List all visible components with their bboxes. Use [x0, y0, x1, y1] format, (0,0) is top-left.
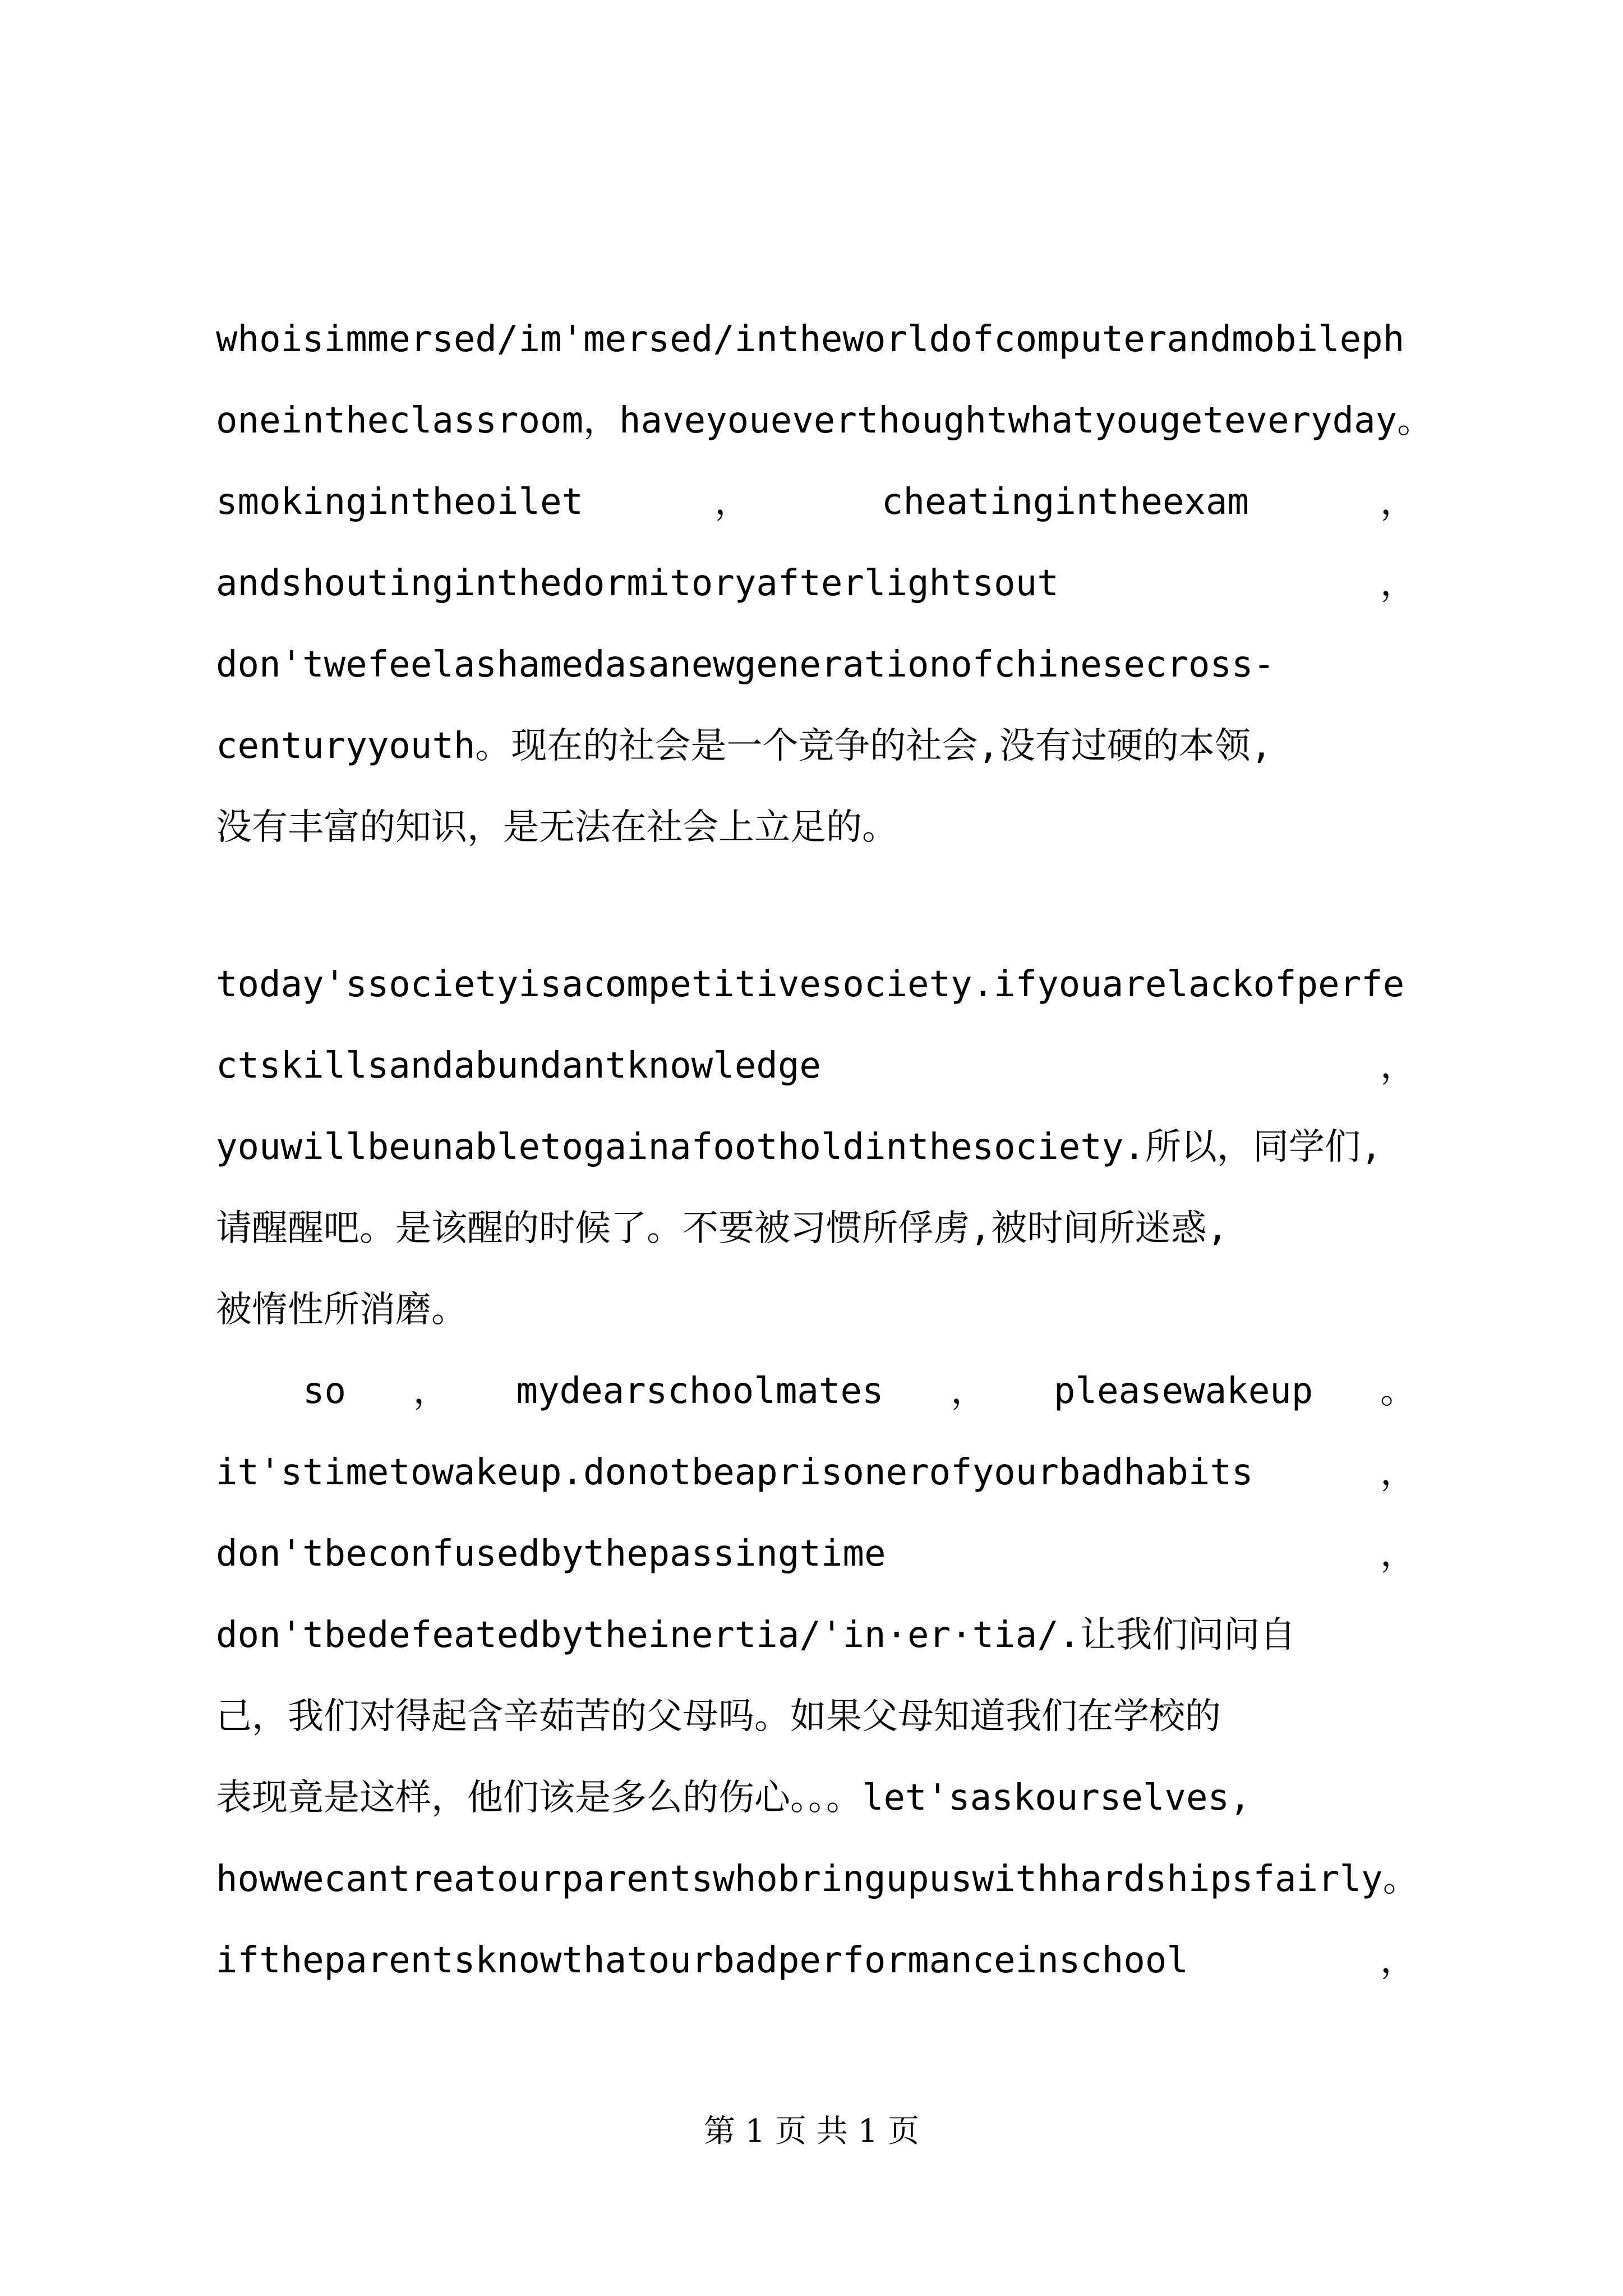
- punctuation: ，: [1380, 1045, 1416, 1087]
- text-line: [216, 1032, 1416, 1099]
- text-line: [216, 1927, 1416, 1994]
- text-line: 己，我们对得起含辛茹苦的父母吗。如果父母知道我们在学校的: [216, 1696, 1221, 1737]
- text-line: [303, 1358, 1416, 1425]
- text-line: 被惰性所消磨。: [216, 1289, 467, 1331]
- text-line: oneintheclassroom，haveyoueverthoughtwhatyougeteveryday。: [216, 400, 1433, 441]
- text-line: 请醒醒吧。是该醒的时候了。不要被习惯所俘虏,被时间所迷惑,: [216, 1208, 1229, 1249]
- text-segment: it'stimetowakeup.donotbeaprisonerofyourbadhabits: [216, 1452, 1253, 1493]
- punctuation: ，: [413, 1370, 449, 1412]
- text-line: whoisimmersed/im'mersed/intheworldofcomputerandmobileph: [216, 319, 1405, 360]
- text-line: youwillbeunabletogainafootholdinthesociety.所以，同学们,: [216, 1126, 1382, 1168]
- text-line: today'ssocietyisacompetitivesociety.ifyouarelackofperfe: [216, 964, 1405, 1005]
- text-line: centuryyouth。现在的社会是一个竞争的社会,没有过硬的本领,: [216, 725, 1272, 767]
- punctuation: ，: [1380, 1452, 1416, 1493]
- text-line: don'tbedefeatedbytheinertia/'in·er·tia/.让我们问问自: [216, 1614, 1296, 1656]
- text-segment: don'tbeconfusedbythepassingtime: [216, 1533, 886, 1575]
- punctuation: ，: [1380, 1533, 1416, 1575]
- page-number-footer: 第 1 页 共 1 页: [703, 2113, 920, 2150]
- text-line: [216, 1520, 1416, 1588]
- punctuation: ，: [1380, 1940, 1416, 1981]
- text-line: howwecantreatourparentswhobringupuswithhardshipsfairly。: [216, 1858, 1419, 1900]
- text-segment: so: [303, 1370, 347, 1412]
- text-line: [216, 550, 1416, 617]
- punctuation: ，: [1380, 481, 1416, 523]
- text-segment: cheatingintheexam: [881, 481, 1249, 523]
- text-line: don'twefeelashamedasanewgenerationofchinesecross-: [216, 644, 1275, 685]
- text-line: 没有丰富的知识，是无法在社会上立足的。: [216, 807, 898, 848]
- punctuation: ，: [714, 481, 750, 523]
- text-segment: smokingintheoilet: [216, 481, 584, 523]
- punctuation: ，: [951, 1370, 987, 1412]
- text-segment: mydearschoolmates: [516, 1370, 884, 1412]
- text-segment: andshoutinginthedormitoryafterlightsout: [216, 563, 1059, 604]
- punctuation: ，: [1380, 563, 1416, 604]
- text-segment: ctskillsandabundantknowledge: [216, 1045, 821, 1087]
- text-line: [216, 1439, 1416, 1506]
- text-segment: pleasewakeup: [1053, 1370, 1313, 1412]
- text-line: [216, 468, 1416, 536]
- text-segment: iftheparentsknowthatourbadperformanceinschool: [216, 1940, 1188, 1981]
- punctuation: 。: [1380, 1370, 1416, 1412]
- text-line: 表现竟是这样，他们该是多么的伤心。。。let'saskourselves,: [216, 1777, 1251, 1819]
